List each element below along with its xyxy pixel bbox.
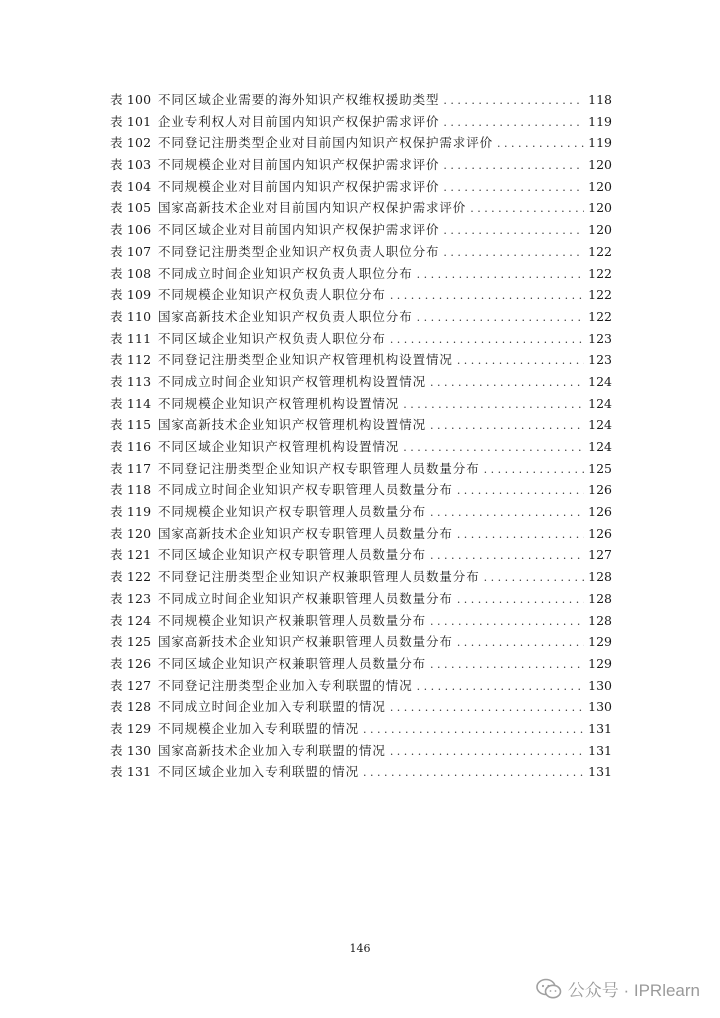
toc-entry-title: 不同成立时间企业知识产权管理机构设置情况 xyxy=(158,373,427,389)
toc-entry-page: 122 xyxy=(588,243,612,259)
toc-entry[interactable] xyxy=(110,415,612,437)
watermark xyxy=(536,976,700,1001)
dot-leader xyxy=(417,680,585,693)
page-number: 146 xyxy=(349,942,371,955)
toc-entry[interactable] xyxy=(110,307,612,329)
toc-entry-page: 123 xyxy=(588,330,612,346)
toc-entry-number: 表 114 xyxy=(110,395,152,411)
toc-entry-number: 表 121 xyxy=(110,547,152,563)
dot-leader xyxy=(430,419,584,432)
toc-entry-page: 130 xyxy=(588,677,612,693)
toc-entry-page: 120 xyxy=(588,178,612,194)
toc-entry-title: 不同登记注册类型企业对目前国内知识产权保护需求评价 xyxy=(158,135,494,151)
toc-entry-page: 125 xyxy=(588,460,612,476)
toc-entry[interactable] xyxy=(110,502,612,524)
toc-entry-title: 不同区域企业知识产权管理机构设置情况 xyxy=(158,439,400,454)
toc-entry[interactable] xyxy=(110,719,612,741)
toc-entry-title: 国家高新技术企业知识产权负责人职位分布 xyxy=(158,308,413,324)
dot-leader xyxy=(417,268,585,281)
toc-entry-number: 表 117 xyxy=(110,460,152,476)
toc-entry-page: 128 xyxy=(588,612,612,628)
toc-entry-page: 124 xyxy=(588,373,612,389)
toc-entry[interactable] xyxy=(110,676,612,698)
toc-entry-page: 120 xyxy=(588,222,612,238)
dot-leader xyxy=(484,571,585,584)
toc-entry-number: 表 110 xyxy=(110,308,152,324)
toc-entry-number: 表 120 xyxy=(110,525,152,541)
toc-entry-number: 表 100 xyxy=(110,92,152,107)
dot-leader xyxy=(403,398,584,411)
toc-entry[interactable] xyxy=(110,177,612,199)
toc-entry-title: 不同区域企业知识产权专职管理人员数量分布 xyxy=(158,547,427,563)
toc-entry[interactable] xyxy=(110,155,612,177)
wechat-icon xyxy=(536,978,562,1000)
toc-entry-page: 122 xyxy=(588,265,612,281)
toc-entry[interactable] xyxy=(110,741,612,763)
toc-entry-page: 128 xyxy=(588,590,612,606)
toc-entry[interactable] xyxy=(110,459,612,481)
dot-leader xyxy=(457,636,584,649)
watermark-text: 公众号 · IPRlearn xyxy=(567,981,700,1000)
toc-entry-page: 127 xyxy=(588,547,612,563)
table-of-contents xyxy=(110,90,612,784)
dot-leader xyxy=(443,181,584,194)
toc-entry-number: 表 107 xyxy=(110,243,152,259)
dot-leader xyxy=(430,506,584,519)
toc-entry-number: 表 101 xyxy=(110,113,152,129)
toc-entry[interactable] xyxy=(110,437,612,459)
toc-entry-number: 表 109 xyxy=(110,287,152,303)
toc-entry-title: 不同规模企业知识产权兼职管理人员数量分布 xyxy=(158,612,427,628)
toc-entry-title: 国家高新技术企业加入专利联盟的情况 xyxy=(158,742,386,758)
dot-leader xyxy=(443,224,584,237)
toc-entry-number: 表 115 xyxy=(110,417,152,433)
toc-entry-number: 表 126 xyxy=(110,655,152,671)
toc-entry-title: 不同规模企业知识产权管理机构设置情况 xyxy=(158,395,400,411)
toc-entry-number: 表 129 xyxy=(110,720,152,736)
toc-entry-number: 表 103 xyxy=(110,157,152,173)
toc-entry-page: 130 xyxy=(588,699,612,715)
toc-entry-page: 119 xyxy=(588,135,612,151)
toc-entry-title: 不同规模企业对目前国内知识产权保护需求评价 xyxy=(158,178,440,194)
dot-leader xyxy=(430,615,584,628)
toc-entry[interactable] xyxy=(110,372,612,394)
toc-entry-number: 表 106 xyxy=(110,222,152,238)
toc-entry[interactable] xyxy=(110,524,612,546)
dot-leader xyxy=(443,94,584,107)
toc-entry-page: 131 xyxy=(588,720,612,736)
dot-leader xyxy=(430,658,584,671)
toc-entry-title: 企业专利权人对目前国内知识产权保护需求评价 xyxy=(158,113,440,129)
toc-entry-page: 129 xyxy=(588,655,612,671)
toc-entry-title: 不同规模企业知识产权专职管理人员数量分布 xyxy=(158,504,427,520)
dot-leader xyxy=(403,441,584,454)
toc-entry[interactable] xyxy=(110,611,612,633)
toc-entry-number: 表 111 xyxy=(110,330,152,346)
toc-entry-page: 124 xyxy=(588,395,612,411)
toc-entry-title: 不同登记注册类型企业加入专利联盟的情况 xyxy=(158,677,413,693)
toc-entry-title: 不同规模企业对目前国内知识产权保护需求评价 xyxy=(158,157,440,173)
toc-entry[interactable] xyxy=(110,90,612,112)
toc-entry-number: 表 125 xyxy=(110,634,152,650)
toc-entry[interactable] xyxy=(110,654,612,676)
dot-leader xyxy=(390,333,584,346)
toc-entry-page: 122 xyxy=(588,308,612,324)
toc-entry-title: 国家高新技术企业知识产权管理机构设置情况 xyxy=(158,417,427,433)
toc-entry-page: 124 xyxy=(588,439,612,454)
toc-entry[interactable] xyxy=(110,133,612,155)
toc-entry[interactable] xyxy=(110,762,612,784)
dot-leader xyxy=(443,116,584,129)
toc-entry-page: 129 xyxy=(588,634,612,650)
toc-entry[interactable] xyxy=(110,480,612,502)
dot-leader xyxy=(457,593,584,606)
toc-entry-number: 表 128 xyxy=(110,699,152,715)
toc-entry[interactable] xyxy=(110,589,612,611)
dot-leader xyxy=(484,463,585,476)
toc-entry-title: 不同区域企业知识产权兼职管理人员数量分布 xyxy=(158,655,427,671)
toc-entry[interactable] xyxy=(110,198,612,220)
toc-entry-page: 120 xyxy=(588,157,612,173)
dot-leader xyxy=(390,745,584,758)
dot-leader xyxy=(390,701,584,714)
toc-entry-number: 表 104 xyxy=(110,178,152,194)
toc-entry-page: 119 xyxy=(588,113,612,129)
toc-entry-page: 123 xyxy=(588,352,612,368)
toc-entry-number: 表 119 xyxy=(110,504,152,520)
toc-entry-title: 国家高新技术企业对目前国内知识产权保护需求评价 xyxy=(158,200,467,216)
dot-leader xyxy=(457,484,584,497)
toc-entry-title: 不同区域企业知识产权负责人职位分布 xyxy=(158,330,386,346)
toc-entry[interactable] xyxy=(110,394,612,416)
toc-entry[interactable] xyxy=(110,242,612,264)
toc-entry-number: 表 130 xyxy=(110,742,152,758)
toc-entry-page: 131 xyxy=(588,742,612,758)
toc-entry-number: 表 102 xyxy=(110,135,152,151)
toc-entry-title: 不同成立时间企业知识产权负责人职位分布 xyxy=(158,265,413,281)
toc-entry-title: 不同区域企业对目前国内知识产权保护需求评价 xyxy=(158,222,440,238)
toc-entry-page: 120 xyxy=(588,200,612,216)
dot-leader xyxy=(443,159,584,172)
toc-entry-page: 122 xyxy=(588,287,612,303)
toc-entry-number: 表 123 xyxy=(110,590,152,606)
toc-entry-title: 不同登记注册类型企业知识产权负责人职位分布 xyxy=(158,243,440,259)
toc-entry[interactable] xyxy=(110,220,612,242)
toc-entry-number: 表 112 xyxy=(110,352,152,368)
toc-entry-number: 表 122 xyxy=(110,569,152,585)
dot-leader xyxy=(417,311,585,324)
toc-entry-title: 不同区域企业需要的海外知识产权维权援助类型 xyxy=(158,92,440,107)
toc-entry-page: 126 xyxy=(588,504,612,520)
toc-entry-title: 国家高新技术企业知识产权专职管理人员数量分布 xyxy=(158,525,453,541)
dot-leader xyxy=(430,376,584,389)
toc-entry-title: 不同规模企业知识产权负责人职位分布 xyxy=(158,287,386,303)
dot-leader xyxy=(363,766,584,779)
toc-entry[interactable] xyxy=(110,264,612,286)
toc-entry-page: 126 xyxy=(588,525,612,541)
toc-entry-page: 128 xyxy=(588,569,612,585)
toc-entry[interactable] xyxy=(110,329,612,351)
dot-leader xyxy=(443,246,584,259)
toc-entry-number: 表 116 xyxy=(110,439,152,454)
toc-entry-number: 表 131 xyxy=(110,764,152,780)
toc-entry[interactable] xyxy=(110,632,612,654)
toc-entry[interactable] xyxy=(110,350,612,372)
toc-entry-number: 表 127 xyxy=(110,677,152,693)
toc-entry-page: 131 xyxy=(588,764,612,780)
toc-entry-title: 不同登记注册类型企业知识产权兼职管理人员数量分布 xyxy=(158,569,480,585)
toc-entry-page: 118 xyxy=(588,92,612,107)
toc-entry-number: 表 124 xyxy=(110,612,152,628)
toc-entry-page: 124 xyxy=(588,417,612,433)
toc-entry-title: 不同成立时间企业加入专利联盟的情况 xyxy=(158,699,386,715)
toc-entry[interactable] xyxy=(110,567,612,589)
toc-entry-title: 不同成立时间企业知识产权专职管理人员数量分布 xyxy=(158,482,453,498)
dot-leader xyxy=(470,202,584,215)
dot-leader xyxy=(497,137,584,150)
toc-entry[interactable] xyxy=(110,285,612,307)
toc-entry-title: 不同区域企业加入专利联盟的情况 xyxy=(158,764,360,780)
toc-entry-number: 表 108 xyxy=(110,265,152,281)
dot-leader xyxy=(363,723,584,736)
toc-entry-title: 不同成立时间企业知识产权兼职管理人员数量分布 xyxy=(158,590,453,606)
toc-entry[interactable] xyxy=(110,112,612,134)
toc-entry-title: 国家高新技术企业知识产权兼职管理人员数量分布 xyxy=(158,634,453,650)
toc-entry[interactable] xyxy=(110,697,612,719)
toc-entry-title: 不同规模企业加入专利联盟的情况 xyxy=(158,720,360,736)
dot-leader xyxy=(390,289,584,302)
toc-entry-title: 不同登记注册类型企业知识产权专职管理人员数量分布 xyxy=(158,460,480,476)
dot-leader xyxy=(457,528,584,541)
toc-entry-number: 表 118 xyxy=(110,482,152,498)
dot-leader xyxy=(430,549,584,562)
toc-entry-title: 不同登记注册类型企业知识产权管理机构设置情况 xyxy=(158,352,453,368)
toc-entry-page: 126 xyxy=(588,482,612,498)
toc-entry[interactable] xyxy=(110,545,612,567)
dot-leader xyxy=(457,354,584,367)
toc-entry-number: 表 105 xyxy=(110,200,152,216)
toc-entry-number: 表 113 xyxy=(110,373,152,389)
